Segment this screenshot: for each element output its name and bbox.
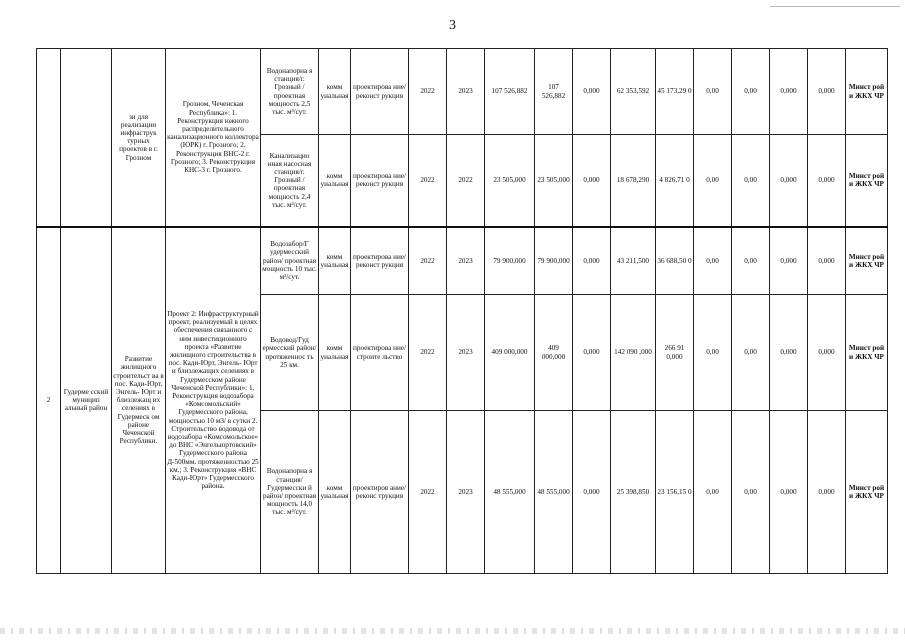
amount-cell: 0,000 xyxy=(770,295,808,411)
total-cost-2-cell: 409 000,000 xyxy=(535,295,573,411)
start-year-cell: 2022 xyxy=(409,135,447,227)
amount-cell: 0,000 xyxy=(573,411,611,574)
responsible-cell: Минст рой и ЖКХ ЧР xyxy=(846,411,888,574)
project-purpose-cell: Развитие жилищного строительст ва в пос. Кади-Юрт, Энгель- Юрт и близлежащ их селениях в Гудермеск ом районе Чеченской Республики. xyxy=(112,227,166,574)
work-type-cell: проектиров ание/реконс трукция xyxy=(351,411,409,574)
row-index-cell xyxy=(37,49,61,227)
responsible-cell: Минст рой и ЖКХ ЧР xyxy=(846,135,888,227)
amount-cell: 142 090 ,000 xyxy=(611,295,656,411)
responsible-cell: Минст рой и ЖКХ ЧР xyxy=(846,49,888,135)
amount-cell: 0,00 xyxy=(732,135,770,227)
object-cell: Водонапорна я станция/ Гудермесски й район/ проектная мощность 14,0 тыс. м³/сут. xyxy=(261,411,319,574)
total-cost-cell: 79 900,000 xyxy=(485,227,535,295)
total-cost-cell: 48 555,000 xyxy=(485,411,535,574)
amount-cell: 0,000 xyxy=(573,135,611,227)
page-number: 3 xyxy=(449,18,456,33)
amount-cell: 25 398,850 xyxy=(611,411,656,574)
amount-cell: 0,00 xyxy=(732,295,770,411)
amount-cell: 0,00 xyxy=(694,295,732,411)
investment-projects-table xyxy=(36,48,888,574)
table-row xyxy=(37,227,888,295)
work-type-cell: проектирова ние/строите льство xyxy=(351,295,409,411)
responsible-cell: Минст рой и ЖКХ ЧР xyxy=(846,227,888,295)
municipality-cell xyxy=(61,49,112,227)
amount-cell: 0,00 xyxy=(694,49,732,135)
total-cost-2-cell: 48 555,000 xyxy=(535,411,573,574)
amount-cell: 45 173,29 0 xyxy=(656,49,694,135)
total-cost-cell: 107 526,882 xyxy=(485,49,535,135)
total-cost-2-cell: 107 526,882 xyxy=(535,49,573,135)
start-year-cell: 2022 xyxy=(409,295,447,411)
start-year-cell: 2022 xyxy=(409,227,447,295)
amount-cell: 0,000 xyxy=(808,227,846,295)
total-cost-cell: 23 505,000 xyxy=(485,135,535,227)
end-year-cell: 2023 xyxy=(447,411,485,574)
total-cost-cell: 409 000,000 xyxy=(485,295,535,411)
end-year-cell: 2023 xyxy=(447,227,485,295)
object-cell: Водонапорна я станция/г. Грозный / проектная мощность 2,5 тыс. м³/сут. xyxy=(261,49,319,135)
amount-cell: 36 688,50 0 xyxy=(656,227,694,295)
amount-cell: 23 156,15 0 xyxy=(656,411,694,574)
end-year-cell: 2023 xyxy=(447,295,485,411)
amount-cell: 4 826,71 0 xyxy=(656,135,694,227)
amount-cell: 0,00 xyxy=(732,227,770,295)
amount-cell: 0,000 xyxy=(808,411,846,574)
object-cell: Канализацио нная насосная станция/г. Грозный / проектная мощность 2,4 тыс. м³/сут. xyxy=(261,135,319,227)
municipality-cell: Гудерме сский муницип альный район xyxy=(61,227,112,574)
object-type-cell: комм унальная xyxy=(319,411,351,574)
scan-footer-artifacts xyxy=(0,628,905,634)
amount-cell: 0,000 xyxy=(573,295,611,411)
end-year-cell: 2022 xyxy=(447,135,485,227)
object-type-cell: комм унальная xyxy=(319,295,351,411)
amount-cell: 0,00 xyxy=(732,411,770,574)
amount-cell: 0,00 xyxy=(694,227,732,295)
project-description-cell: Грозном, Чеченская Республика»: 1. Реконструкция южного распределительного канализационного коллектора (ЮРК) г. Грозного; 2. Реконструкция ВНС-2 г. Грозного; 3. Реконструкция КНС-3 г. Грозного. xyxy=(166,49,261,227)
project-description-cell: Проект 2: Инфраструктурный проект, реализуемый в целях обеспечения связанного с ним инвестиционного проекта «Развитие жилищного строительства в пос. Кади-Юрт, Энгель- Юрт и близлежащих селениях в Гудермесском районе Чеченской Республики»: 1. Реконструкция водозабора «Комсомольский» Гудермесского района, мощностью 10 м3/ в сутки 2. Строительство водовода от водозабора «Комсомольское» до ВНС «Энгельюртовский» Гудермесского района Д-500мм. протяженностью 25 км.; 3. Реконструкция «ВНС Кади-Юрт» Гудермесского района. xyxy=(166,227,261,574)
amount-cell: 0,000 xyxy=(770,49,808,135)
work-type-cell: проектирова ние/реконст рукция xyxy=(351,49,409,135)
amount-cell: 18 678,290 xyxy=(611,135,656,227)
end-year-cell: 2023 xyxy=(447,49,485,135)
amount-cell: 0,00 xyxy=(732,49,770,135)
amount-cell: 0,000 xyxy=(770,227,808,295)
amount-cell: 0,000 xyxy=(573,227,611,295)
amount-cell: 0,000 xyxy=(808,135,846,227)
project-purpose-cell: зи для реализации инфраструк турных проектов в г. Грозном xyxy=(112,49,166,227)
amount-cell: 0,000 xyxy=(770,135,808,227)
work-type-cell: проектирова ние/реконст рукция xyxy=(351,135,409,227)
object-type-cell: комм унальная xyxy=(319,135,351,227)
amount-cell: 0,000 xyxy=(573,49,611,135)
start-year-cell: 2022 xyxy=(409,49,447,135)
object-cell: Водовод/Гуд ермесский район/ протяженнос ть 25 км. xyxy=(261,295,319,411)
responsible-cell: Минст рой и ЖКХ ЧР xyxy=(846,295,888,411)
amount-cell: 0,00 xyxy=(694,135,732,227)
amount-cell: 0,00 xyxy=(694,411,732,574)
amount-cell: 266 91 0,000 xyxy=(656,295,694,411)
start-year-cell: 2022 xyxy=(409,411,447,574)
total-cost-2-cell: 23 505,000 xyxy=(535,135,573,227)
scan-edge-line xyxy=(770,6,900,7)
total-cost-2-cell: 79 900,000 xyxy=(535,227,573,295)
amount-cell: 62 353,592 xyxy=(611,49,656,135)
table-row xyxy=(37,49,888,135)
amount-cell: 43 211,500 xyxy=(611,227,656,295)
work-type-cell: проектирова ние/реконст рукция xyxy=(351,227,409,295)
amount-cell: 0,000 xyxy=(808,49,846,135)
row-index-cell: 2 xyxy=(37,227,61,574)
amount-cell: 0,000 xyxy=(808,295,846,411)
object-type-cell: комм унальная xyxy=(319,227,351,295)
object-cell: Водозабор/Г удермесский район/ проектная мощность 10 тыс. м³/сут. xyxy=(261,227,319,295)
object-type-cell: комм унальная xyxy=(319,49,351,135)
amount-cell: 0,000 xyxy=(770,411,808,574)
